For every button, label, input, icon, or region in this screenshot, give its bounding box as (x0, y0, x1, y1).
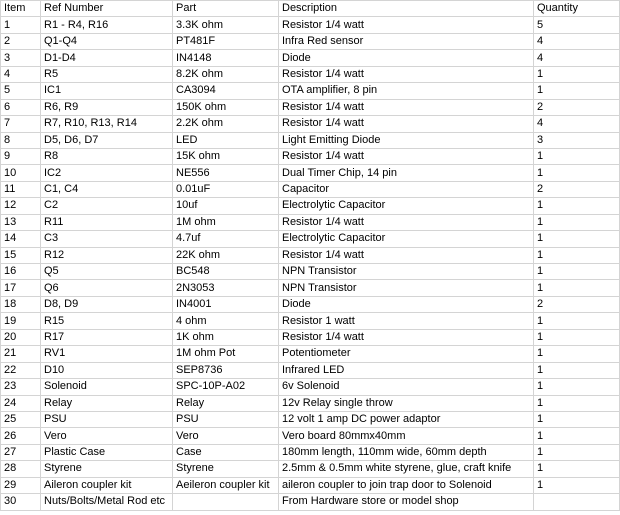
quantity-cell[interactable]: 4 (534, 33, 620, 49)
item-cell[interactable]: 3 (1, 50, 41, 66)
part-cell[interactable]: 1M ohm Pot (173, 346, 279, 362)
part-cell[interactable]: 10uf (173, 198, 279, 214)
quantity-cell[interactable]: 1 (534, 346, 620, 362)
part-cell[interactable]: 4.7uf (173, 231, 279, 247)
item-cell[interactable]: 28 (1, 461, 41, 477)
ref-number-cell[interactable]: PSU (41, 411, 173, 427)
ref-number-cell[interactable]: IC2 (41, 165, 173, 181)
part-cell[interactable]: PSU (173, 411, 279, 427)
item-cell[interactable]: 7 (1, 116, 41, 132)
ref-number-cell[interactable]: R1 - R4, R16 (41, 17, 173, 33)
quantity-cell[interactable]: 2 (534, 99, 620, 115)
quantity-cell[interactable]: 1 (534, 148, 620, 164)
quantity-cell[interactable]: 1 (534, 231, 620, 247)
part-cell[interactable]: LED (173, 132, 279, 148)
quantity-cell[interactable]: 1 (534, 247, 620, 263)
description-cell[interactable]: 12 volt 1 amp DC power adaptor (279, 411, 534, 427)
quantity-cell[interactable]: 4 (534, 50, 620, 66)
item-cell[interactable]: 27 (1, 444, 41, 460)
description-cell[interactable]: Diode (279, 50, 534, 66)
table-row (1, 214, 620, 230)
ref-number-cell[interactable]: Solenoid (41, 379, 173, 395)
table-row (1, 148, 620, 164)
quantity-cell[interactable]: 4 (534, 116, 620, 132)
table-row (1, 329, 620, 345)
table-row (1, 33, 620, 49)
description-cell[interactable]: aileron coupler to join trap door to Solenoid (279, 477, 534, 493)
item-cell[interactable]: 25 (1, 411, 41, 427)
table-row (1, 477, 620, 493)
description-cell[interactable]: Resistor 1/4 watt (279, 329, 534, 345)
table-row (1, 50, 620, 66)
part-cell[interactable]: SEP8736 (173, 362, 279, 378)
ref-number-cell[interactable]: Vero (41, 428, 173, 444)
description-cell[interactable]: 12v Relay single throw (279, 395, 534, 411)
part-cell[interactable]: PT481F (173, 33, 279, 49)
table-row (1, 346, 620, 362)
part-cell[interactable]: 1K ohm (173, 329, 279, 345)
quantity-cell[interactable]: 1 (534, 411, 620, 427)
part-cell[interactable]: 1M ohm (173, 214, 279, 230)
item-cell[interactable]: 2 (1, 33, 41, 49)
table-row (1, 362, 620, 378)
part-cell[interactable]: IN4001 (173, 296, 279, 312)
table-row (1, 247, 620, 263)
item-cell[interactable]: 30 (1, 494, 41, 510)
ref-number-cell[interactable]: Plastic Case (41, 444, 173, 460)
table-row (1, 198, 620, 214)
ref-number-cell[interactable]: Q1-Q4 (41, 33, 173, 49)
description-cell[interactable]: Resistor 1/4 watt (279, 148, 534, 164)
description-cell[interactable]: Resistor 1/4 watt (279, 116, 534, 132)
description-cell[interactable]: Resistor 1/4 watt (279, 99, 534, 115)
item-cell[interactable]: 12 (1, 198, 41, 214)
item-cell[interactable]: 9 (1, 148, 41, 164)
ref-number-cell[interactable]: D1-D4 (41, 50, 173, 66)
description-cell[interactable]: Dual Timer Chip, 14 pin (279, 165, 534, 181)
part-cell[interactable]: 2.2K ohm (173, 116, 279, 132)
quantity-column-header[interactable]: Quantity (534, 1, 620, 17)
quantity-cell[interactable]: 1 (534, 264, 620, 280)
part-cell[interactable]: SPC-10P-A02 (173, 379, 279, 395)
ref-number-cell[interactable]: R15 (41, 313, 173, 329)
table-row (1, 83, 620, 99)
quantity-cell[interactable]: 5 (534, 17, 620, 33)
ref-number-cell[interactable]: D8, D9 (41, 296, 173, 312)
part-cell[interactable]: 0.01uF (173, 181, 279, 197)
item-column-header[interactable]: Item (1, 1, 41, 17)
ref-number-cell[interactable]: D10 (41, 362, 173, 378)
table-row (1, 231, 620, 247)
ref-number-cell[interactable]: R12 (41, 247, 173, 263)
item-cell[interactable]: 15 (1, 247, 41, 263)
table-row (1, 395, 620, 411)
ref-number-column-header[interactable]: Ref Number (41, 1, 173, 17)
part-cell[interactable]: Case (173, 444, 279, 460)
item-cell[interactable]: 19 (1, 313, 41, 329)
description-cell[interactable]: Resistor 1 watt (279, 313, 534, 329)
table-row (1, 428, 620, 444)
description-cell[interactable]: Vero board 80mmx40mm (279, 428, 534, 444)
item-cell[interactable]: 17 (1, 280, 41, 296)
ref-number-cell[interactable]: R7, R10, R13, R14 (41, 116, 173, 132)
table-row (1, 313, 620, 329)
table-row (1, 296, 620, 312)
table-row (1, 66, 620, 82)
part-cell[interactable]: Styrene (173, 461, 279, 477)
ref-number-cell[interactable]: R17 (41, 329, 173, 345)
ref-number-cell[interactable]: RV1 (41, 346, 173, 362)
description-cell[interactable]: Resistor 1/4 watt (279, 17, 534, 33)
description-cell[interactable]: NPN Transistor (279, 280, 534, 296)
item-cell[interactable]: 10 (1, 165, 41, 181)
item-cell[interactable]: 29 (1, 477, 41, 493)
ref-number-cell[interactable]: Aileron coupler kit (41, 477, 173, 493)
quantity-cell[interactable]: 2 (534, 296, 620, 312)
ref-number-cell[interactable]: R5 (41, 66, 173, 82)
quantity-cell[interactable]: 1 (534, 83, 620, 99)
quantity-cell[interactable]: 1 (534, 395, 620, 411)
quantity-cell[interactable]: 1 (534, 379, 620, 395)
part-cell[interactable]: 150K ohm (173, 99, 279, 115)
part-cell[interactable]: Relay (173, 395, 279, 411)
item-cell[interactable]: 26 (1, 428, 41, 444)
item-cell[interactable]: 16 (1, 264, 41, 280)
quantity-cell[interactable]: 1 (534, 198, 620, 214)
description-column-header[interactable]: Description (279, 1, 534, 17)
description-cell[interactable]: Diode (279, 296, 534, 312)
table-row (1, 379, 620, 395)
part-cell[interactable] (173, 494, 279, 510)
description-cell[interactable]: Electrolytic Capacitor (279, 198, 534, 214)
quantity-cell[interactable] (534, 494, 620, 510)
quantity-cell[interactable]: 1 (534, 313, 620, 329)
item-cell[interactable]: 8 (1, 132, 41, 148)
item-cell[interactable]: 11 (1, 181, 41, 197)
ref-number-cell[interactable]: Nuts/Bolts/Metal Rod etc (41, 494, 173, 510)
ref-number-cell[interactable]: C1, C4 (41, 181, 173, 197)
quantity-cell[interactable]: 3 (534, 132, 620, 148)
item-cell[interactable]: 13 (1, 214, 41, 230)
table-row (1, 444, 620, 460)
table-row (1, 280, 620, 296)
item-cell[interactable]: 4 (1, 66, 41, 82)
part-cell[interactable]: 2N3053 (173, 280, 279, 296)
table-row (1, 181, 620, 197)
ref-number-cell[interactable]: R11 (41, 214, 173, 230)
item-cell[interactable]: 14 (1, 231, 41, 247)
item-cell[interactable]: 24 (1, 395, 41, 411)
description-cell[interactable]: From Hardware store or model shop (279, 494, 534, 510)
part-cell[interactable]: BC548 (173, 264, 279, 280)
part-cell[interactable]: 4 ohm (173, 313, 279, 329)
description-cell[interactable]: Resistor 1/4 watt (279, 214, 534, 230)
ref-number-cell[interactable]: D5, D6, D7 (41, 132, 173, 148)
description-cell[interactable]: Light Emitting Diode (279, 132, 534, 148)
ref-number-cell[interactable]: C2 (41, 198, 173, 214)
quantity-cell[interactable]: 1 (534, 362, 620, 378)
quantity-cell[interactable]: 1 (534, 461, 620, 477)
description-cell[interactable]: Potentiometer (279, 346, 534, 362)
part-cell[interactable]: NE556 (173, 165, 279, 181)
ref-number-cell[interactable]: R8 (41, 148, 173, 164)
ref-number-cell[interactable]: Relay (41, 395, 173, 411)
description-cell[interactable]: 180mm length, 110mm wide, 60mm depth (279, 444, 534, 460)
table-row (1, 116, 620, 132)
quantity-cell[interactable]: 1 (534, 214, 620, 230)
part-cell[interactable]: 22K ohm (173, 247, 279, 263)
item-cell[interactable]: 5 (1, 83, 41, 99)
quantity-cell[interactable]: 1 (534, 165, 620, 181)
ref-number-cell[interactable]: Styrene (41, 461, 173, 477)
ref-number-cell[interactable]: C3 (41, 231, 173, 247)
table-row (1, 264, 620, 280)
quantity-cell[interactable]: 2 (534, 181, 620, 197)
table-row (1, 165, 620, 181)
table-row (1, 461, 620, 477)
quantity-cell[interactable]: 1 (534, 428, 620, 444)
quantity-cell[interactable]: 1 (534, 444, 620, 460)
item-cell[interactable]: 20 (1, 329, 41, 345)
item-cell[interactable]: 22 (1, 362, 41, 378)
quantity-cell[interactable]: 1 (534, 66, 620, 82)
part-cell[interactable]: Aeileron coupler kit (173, 477, 279, 493)
item-cell[interactable]: 18 (1, 296, 41, 312)
description-cell[interactable]: Infrared LED (279, 362, 534, 378)
table-row (1, 494, 620, 510)
description-cell[interactable]: Resistor 1/4 watt (279, 247, 534, 263)
description-cell[interactable]: Resistor 1/4 watt (279, 66, 534, 82)
ref-number-cell[interactable]: IC1 (41, 83, 173, 99)
item-cell[interactable]: 23 (1, 379, 41, 395)
item-cell[interactable]: 6 (1, 99, 41, 115)
ref-number-cell[interactable]: Q6 (41, 280, 173, 296)
description-cell[interactable]: NPN Transistor (279, 264, 534, 280)
part-cell[interactable]: IN4148 (173, 50, 279, 66)
part-cell[interactable]: 3.3K ohm (173, 17, 279, 33)
part-cell[interactable]: CA3094 (173, 83, 279, 99)
table-row (1, 132, 620, 148)
table-row (1, 411, 620, 427)
description-cell[interactable]: 6v Solenoid (279, 379, 534, 395)
part-cell[interactable]: 15K ohm (173, 148, 279, 164)
description-cell[interactable]: 2.5mm & 0.5mm white styrene, glue, craft knife (279, 461, 534, 477)
description-cell[interactable]: Infra Red sensor (279, 33, 534, 49)
quantity-cell[interactable]: 1 (534, 280, 620, 296)
header-row (1, 1, 620, 17)
table-row (1, 99, 620, 115)
description-cell[interactable]: Electrolytic Capacitor (279, 231, 534, 247)
part-column-header[interactable]: Part (173, 1, 279, 17)
quantity-cell[interactable]: 1 (534, 477, 620, 493)
part-cell[interactable]: 8.2K ohm (173, 66, 279, 82)
description-cell[interactable]: OTA amplifier, 8 pin (279, 83, 534, 99)
ref-number-cell[interactable]: R6, R9 (41, 99, 173, 115)
description-cell[interactable]: Capacitor (279, 181, 534, 197)
item-cell[interactable]: 21 (1, 346, 41, 362)
item-cell[interactable]: 1 (1, 17, 41, 33)
table-row (1, 17, 620, 33)
quantity-cell[interactable]: 1 (534, 329, 620, 345)
parts-list-body (1, 17, 620, 510)
ref-number-cell[interactable]: Q5 (41, 264, 173, 280)
part-cell[interactable]: Vero (173, 428, 279, 444)
